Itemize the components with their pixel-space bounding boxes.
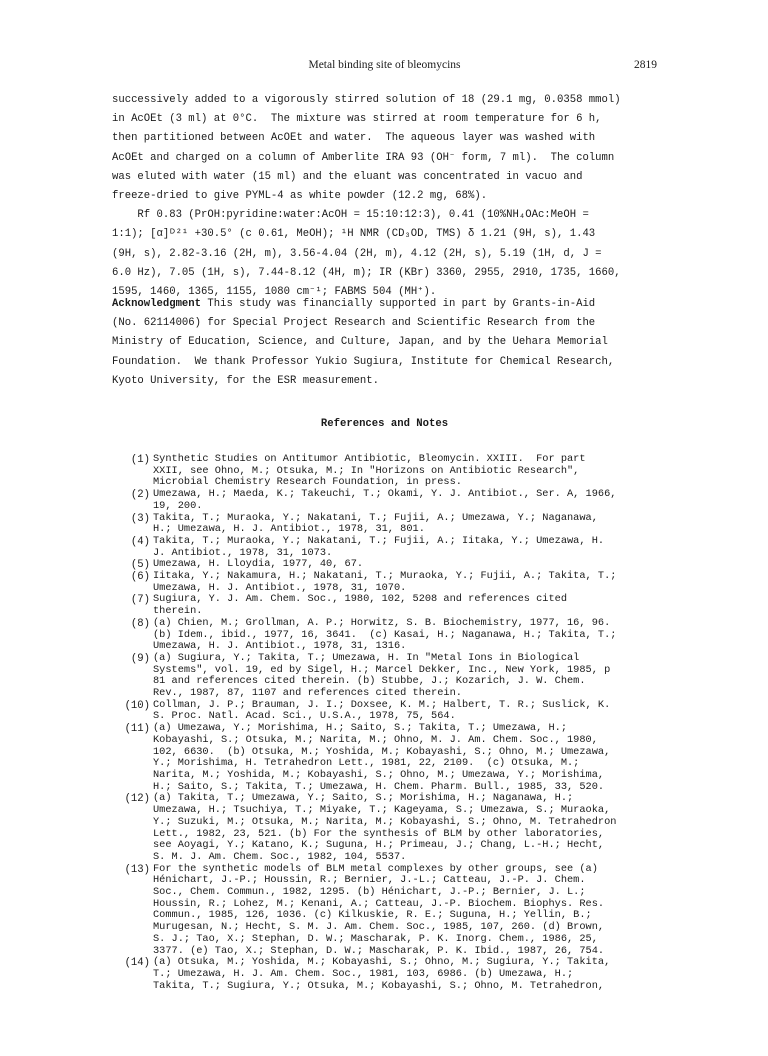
reference-line: Takita, T.; Muraoka, Y.; Nakatani, T.; Fujii, A.; Iitaka, Y.; Umezawa, H. bbox=[153, 534, 605, 547]
reference-line: H.; Saito, S.; Takita, T.; Umezawa, H. Chem. Pharm. Bull., 1985, 33, 520. bbox=[153, 780, 605, 793]
reference-line: (b) Idem., ibid., 1977, 16, 3641. (c) Kasai, H.; Naganawa, H.; Takita, T.; bbox=[153, 628, 617, 641]
reference-line: 81 and references cited therein. (b) Stubbe, J.; Kozarich, J. W. Chem. bbox=[153, 675, 586, 688]
reference-line: see Aoyagi, Y.; Katano, K.; Suguna, H.; Primeau, J.; Chang, L.-H.; Hecht, bbox=[153, 839, 605, 852]
text-line: Kyoto University, for the ESR measurement. bbox=[112, 374, 380, 387]
reference-number: (11) bbox=[124, 723, 150, 736]
reference-line: Collman, J. P.; Brauman, J. I.; Doxsee, K. M.; Halbert, T. R.; Suslick, K. bbox=[153, 698, 611, 711]
reference-number: (4) bbox=[130, 535, 150, 548]
text-line: then partitioned between AcOEt and water. The aqueous layer was washed with bbox=[112, 132, 596, 145]
reference-number: (1) bbox=[130, 454, 150, 466]
reference-line: Lett., 1982, 23, 521. (b) For the synthesis of BLM by other laboratories, bbox=[153, 827, 605, 840]
reference-line: Umezawa, H.; Tsuchiya, T.; Miyake, T.; Kageyama, S.; Umezawa, S.; Muraoka, bbox=[153, 804, 611, 817]
text-line bbox=[112, 295, 657, 314]
reference-item bbox=[112, 700, 657, 723]
reference-line: (a) Umezawa, Y.; Morishima, H.; Saito, S.; Takita, T.; Umezawa, H.; bbox=[153, 722, 568, 735]
reference-line: For the synthetic models of BLM metal complexes by other groups, see (a) bbox=[153, 862, 598, 875]
reference-number: (14) bbox=[124, 957, 150, 970]
references-heading: References and Notes bbox=[320, 418, 449, 430]
reference-number: (2) bbox=[130, 489, 150, 502]
reference-item bbox=[112, 536, 657, 559]
reference-line: T.; Umezawa, H. J. Am. Chem. Soc., 1981, 103, 6986. (b) Umezawa, H.; bbox=[153, 967, 574, 980]
reference-line: Y.; Suzuki, M.; Otsuka, M.; Narita, M.; Kobayashi, S.; Ohno, M. Tetrahedron bbox=[153, 815, 617, 828]
reference-line: 3377. (e) Tao, X.; Stephan, D. W.; Mascharak, P. K. Ibid., 1987, 26, 754. bbox=[153, 944, 605, 957]
text-line: Rf 0.83 (PrOH:pyridine:water:AcOH = 15:10:12:3), 0.41 (10%NH₄OAc:MeOH = bbox=[112, 209, 589, 222]
reference-line: S. J.; Tao, X.; Stephan, D. W.; Mascharak, P. K. Inorg. Chem., 1986, 25, bbox=[153, 932, 598, 945]
acknowledgment-label: Acknowledgment bbox=[112, 298, 202, 310]
reference-line: S. M. J. Am. Chem. Soc., 1982, 104, 5537. bbox=[153, 850, 407, 863]
reference-item bbox=[112, 793, 657, 863]
reference-item bbox=[112, 513, 657, 536]
reference-line: Narita, M.; Yoshida, M.; Kobayashi, S.; Ohno, M.; Umezawa, Y.; Morishima, bbox=[153, 768, 605, 781]
running-title: Metal binding site of bleomycins bbox=[308, 59, 461, 71]
reference-number: (10) bbox=[124, 699, 150, 712]
reference-line: Houssin, R.; Lohez, M.; Kenani, A.; Catteau, J.-P. Biochem. Biophys. Res. bbox=[153, 897, 605, 910]
reference-line: H.; Umezawa, H. J. Antibiot., 1978, 31, 801. bbox=[153, 523, 425, 536]
reference-line: (a) Otsuka, M.; Yoshida, M.; Kobayashi, S.; Ohno, M.; Sugiura, Y.; Takita, bbox=[153, 956, 611, 969]
experimental-paragraph bbox=[112, 91, 657, 302]
running-header bbox=[112, 59, 657, 75]
reference-item bbox=[112, 723, 657, 793]
reference-line: Soc., Chem. Commun., 1982, 1295. (b) Hénichart, J.-P.; Bernier, J. L.; bbox=[153, 886, 586, 899]
reference-list bbox=[112, 454, 657, 992]
reference-line: Umezawa, H. Lloydia, 1977, 40, 67. bbox=[153, 558, 364, 571]
acknowledgment-first-line: This study was financially supported in part by Grants-in-Aid bbox=[201, 298, 596, 310]
reference-item bbox=[112, 618, 657, 653]
reference-line: Takita, T.; Muraoka, Y.; Nakatani, T.; Fujii, A.; Umezawa, Y.; Naganawa, bbox=[153, 511, 598, 524]
reference-line: Umezawa, H. J. Antibiot., 1978, 31, 1316. bbox=[153, 640, 407, 653]
reference-number: (5) bbox=[130, 559, 150, 572]
reference-line: S. Proc. Natl. Acad. Sci., U.S.A., 1978, 75, 564. bbox=[153, 710, 456, 723]
reference-line: XXII, see Ohno, M.; Otsuka, M.; In "Horizons on Antibiotic Research", bbox=[153, 464, 580, 477]
reference-line: J. Antibiot., 1978, 31, 1073. bbox=[153, 546, 333, 559]
reference-line: Rev., 1987, 87, 1107 and references cited therein. bbox=[153, 687, 462, 700]
text-line: (No. 62114006) for Special Project Research and Scientific Research from the bbox=[112, 317, 596, 330]
reference-line: Systems", vol. 19, ed by Sigel, H.; Marcel Dekker, Inc., New York, 1985, p bbox=[153, 663, 611, 676]
acknowledgment-paragraph bbox=[112, 295, 657, 391]
reference-item bbox=[112, 653, 657, 700]
reference-item bbox=[112, 489, 657, 512]
reference-item bbox=[112, 864, 657, 958]
reference-line: therein. bbox=[153, 605, 203, 618]
reference-number: (12) bbox=[124, 793, 150, 806]
text-line: was eluted with water (15 ml) and the eluant was concentrated in vacuo and bbox=[112, 170, 583, 183]
reference-number: (7) bbox=[130, 594, 150, 607]
text-line: Foundation. We thank Professor Yukio Sugiura, Institute for Chemical Research, bbox=[112, 355, 615, 368]
text-line: 1595, 1460, 1365, 1155, 1080 cm⁻¹; FABMS 504 (MH⁺). bbox=[112, 286, 437, 299]
reference-item bbox=[112, 594, 657, 617]
text-line: in AcOEt (3 ml) at 0°C. The mixture was stirred at room temperature for 6 h, bbox=[112, 113, 602, 126]
text-line: successively added to a vigorously stirred solution of 18 (29.1 mg, 0.0358 mmol) bbox=[112, 94, 621, 106]
reference-line: Umezawa, H. J. Antibiot., 1978, 31, 1070. bbox=[153, 581, 407, 594]
reference-number: (9) bbox=[130, 652, 150, 665]
reference-line: Takita, T.; Sugiura, Y.; Otsuka, M.; Kobayashi, S.; Ohno, M. Tetrahedron, bbox=[153, 979, 605, 992]
reference-line: 102, 6630. (b) Otsuka, M.; Yoshida, M.; Kobayashi, S.; Ohno, M.; Umezawa, bbox=[153, 745, 611, 758]
text-line: Ministry of Education, Science, and Culture, Japan, and by the Uehara Memorial bbox=[112, 336, 608, 349]
reference-line: Kobayashi, S.; Otsuka, M.; Narita, M.; Ohno, M. J. Am. Chem. Soc., 1980, bbox=[153, 733, 598, 746]
reference-line: 19, 200. bbox=[153, 499, 203, 512]
reference-line: Hénichart, J.-P.; Houssin, R.; Bernier, J.-L.; Catteau, J.-P. J. Chem. bbox=[153, 874, 586, 887]
reference-line: (a) Chien, M.; Grollman, A. P.; Horwitz, S. B. Biochemistry, 1977, 16, 96. bbox=[153, 616, 611, 629]
text-line: freeze-dried to give PYML-4 as white powder (12.2 mg, 68%). bbox=[112, 190, 488, 203]
reference-line: Y.; Morishima, H. Tetrahedron Lett., 1981, 22, 2109. (c) Otsuka, M.; bbox=[153, 757, 580, 770]
reference-line: Microbial Chemistry Research Foundation, in press. bbox=[153, 476, 462, 489]
reference-number: (6) bbox=[130, 571, 150, 584]
reference-number: (13) bbox=[124, 863, 150, 876]
reference-item bbox=[112, 957, 657, 992]
reference-number: (3) bbox=[130, 512, 150, 525]
text-line: AcOEt and charged on a column of Amberlite IRA 93 (OH⁻ form, 7 ml). The column bbox=[112, 151, 615, 164]
page-number: 2819 bbox=[634, 59, 657, 71]
reference-line: (a) Sugiura, Y.; Takita, T.; Umezawa, H. In "Metal Ions in Biological bbox=[153, 651, 580, 664]
reference-line: Umezawa, H.; Maeda, K.; Takeuchi, T.; Okami, Y. J. Antibiot., Ser. A, 1966, bbox=[153, 488, 617, 501]
reference-item bbox=[112, 454, 657, 489]
reference-item bbox=[112, 571, 657, 594]
reference-line: (a) Takita, T.; Umezawa, Y.; Saito, S.; Morishima, H.; Naganawa, H.; bbox=[153, 792, 574, 805]
reference-line: Synthetic Studies on Antitumor Antibiotic, Bleomycin. XXIII. For part bbox=[153, 453, 586, 465]
reference-number: (8) bbox=[130, 617, 150, 630]
reference-line: Sugiura, Y. J. Am. Chem. Soc., 1980, 102, 5208 and references cited bbox=[153, 593, 568, 606]
text-line: (9H, s), 2.82-3.16 (2H, m), 3.56-4.04 (2H, m), 4.12 (2H, s), 5.19 (1H, d, J = bbox=[112, 247, 602, 260]
reference-line: Iitaka, Y.; Nakamura, H.; Nakatani, T.; Muraoka, Y.; Fujii, A.; Takita, T.; bbox=[153, 570, 617, 583]
text-line: 1:1); [α]ᴰ²¹ +30.5° (c 0.61, MeOH); ¹H NMR (CD₃OD, TMS) δ 1.21 (9H, s), 1.43 bbox=[112, 228, 596, 241]
text-line: 6.0 Hz), 7.05 (1H, s), 7.44-8.12 (4H, m); IR (KBr) 3360, 2955, 2910, 1735, 1660, bbox=[112, 266, 621, 279]
reference-line: Murugesan, N.; Hecht, S. M. J. Am. Chem. Soc., 1985, 107, 260. (d) Brown, bbox=[153, 921, 605, 934]
reference-line: Commun., 1985, 126, 1036. (c) Kilkuskie, R. E.; Suguna, H.; Yellin, B.; bbox=[153, 909, 592, 922]
